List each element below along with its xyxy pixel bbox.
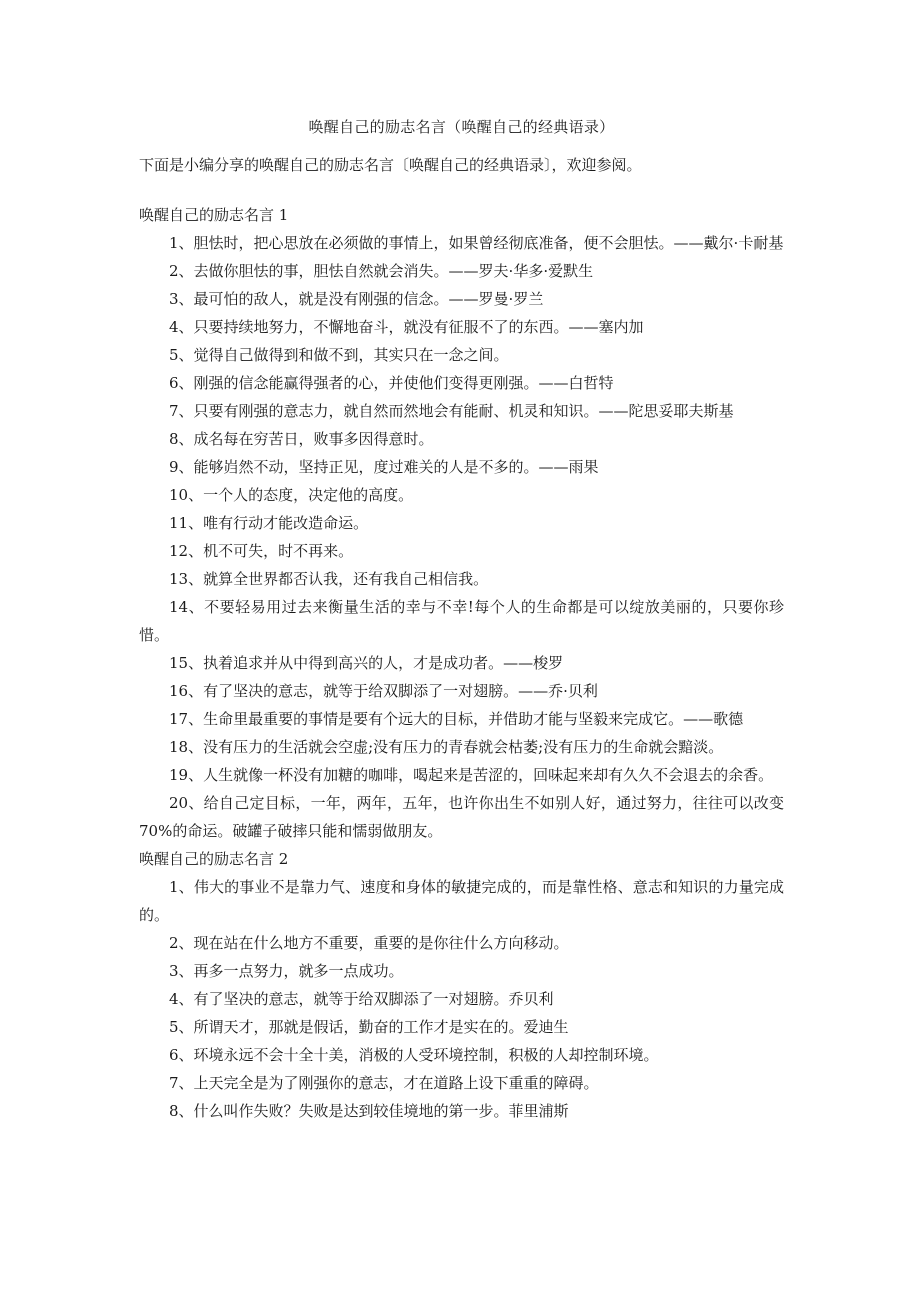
quote-item: 18、没有压力的生活就会空虚;没有压力的青春就会枯萎;没有压力的生命就会黯淡。 (169, 738, 724, 756)
quote-item: 1、胆怯时，把心思放在必须做的事情上，如果曾经彻底准备，便不会胆怯。——戴尔·卡耐基 (169, 234, 784, 252)
quote-item: 10、一个人的态度，决定他的高度。 (169, 486, 414, 504)
quote-item: 8、什么叫作失败？失败是达到较佳境地的第一步。菲里浦斯 (169, 1102, 569, 1120)
quote-item: 17、生命里最重要的事情是要有个远大的目标，并借助才能与坚毅来完成它。——歌德 (169, 710, 744, 728)
quote-item: 3、最可怕的敌人，就是没有刚强的信念。——罗曼·罗兰 (169, 290, 544, 308)
quote-item: 1、伟大的事业不是靠力气、速度和身体的敏捷完成的，而是靠性格、意志和知识的力量完成的。 (139, 878, 784, 924)
quote-item: 5、所谓天才，那就是假话，勤奋的工作才是实在的。爱迪生 (169, 1018, 569, 1036)
quote-item: 6、刚强的信念能赢得强者的心，并使他们变得更刚强。——白哲特 (169, 374, 614, 392)
section-heading: 唤醒自己的励志名言 1 (139, 206, 289, 224)
quote-item: 7、只要有刚强的意志力，就自然而然地会有能耐、机灵和知识。——陀思妥耶夫斯基 (169, 402, 734, 420)
quote-item: 5、觉得自己做得到和做不到，其实只在一念之间。 (169, 346, 509, 364)
quote-item: 8、成名每在穷苦日，败事多因得意时。 (169, 430, 434, 448)
quote-item: 13、就算全世界都否认我，还有我自己相信我。 (169, 570, 489, 588)
quote-item: 4、只要持续地努力，不懈地奋斗，就没有征服不了的东西。——塞内加 (169, 318, 644, 336)
quote-item: 15、执着追求并从中得到高兴的人，才是成功者。——梭罗 (169, 654, 564, 672)
section-2 (139, 845, 784, 1125)
document-page (139, 113, 784, 1125)
section-1 (139, 201, 784, 845)
quote-item: 14、不要轻易用过去来衡量生活的幸与不幸!每个人的生命都是可以绽放美丽的，只要你珍惜。 (139, 598, 784, 644)
quote-item: 2、现在站在什么地方不重要，重要的是你往什么方向移动。 (169, 934, 569, 952)
quote-item: 16、有了坚决的意志，就等于给双脚添了一对翅膀。——乔·贝利 (169, 682, 598, 700)
quote-item: 7、上天完全是为了刚强你的意志，才在道路上设下重重的障碍。 (169, 1074, 599, 1092)
quote-item: 4、有了坚决的意志，就等于给双脚添了一对翅膀。乔贝利 (169, 990, 554, 1008)
document-title: 唤醒自己的励志名言（唤醒自己的经典语录） (308, 118, 615, 136)
quote-item: 9、能够岿然不动，坚持正见，度过难关的人是不多的。——雨果 (169, 458, 599, 476)
quote-item: 3、再多一点努力，就多一点成功。 (169, 962, 404, 980)
quote-item: 20、给自己定目标，一年，两年，五年，也许你出生不如别人好，通过努力，往往可以改变 70%的命运。破罐子破摔只能和懦弱做朋友。 (139, 794, 784, 840)
quote-item: 12、机不可失，时不再来。 (169, 542, 354, 560)
quote-item: 11、唯有行动才能改造命运。 (169, 514, 369, 532)
section-heading: 唤醒自己的励志名言 2 (139, 850, 289, 868)
quote-item: 6、环境永远不会十全十美，消极的人受环境控制，积极的人却控制环境。 (169, 1046, 659, 1064)
quote-item: 19、人生就像一杯没有加糖的咖啡，喝起来是苦涩的，回味起来却有久久不会退去的余香。 (169, 766, 774, 784)
quote-item: 2、去做你胆怯的事，胆怯自然就会消失。——罗夫·华多·爱默生 (169, 262, 594, 280)
document-intro: 下面是小编分享的唤醒自己的励志名言〔唤醒自己的经典语录〕，欢迎参阅。 (139, 156, 642, 174)
